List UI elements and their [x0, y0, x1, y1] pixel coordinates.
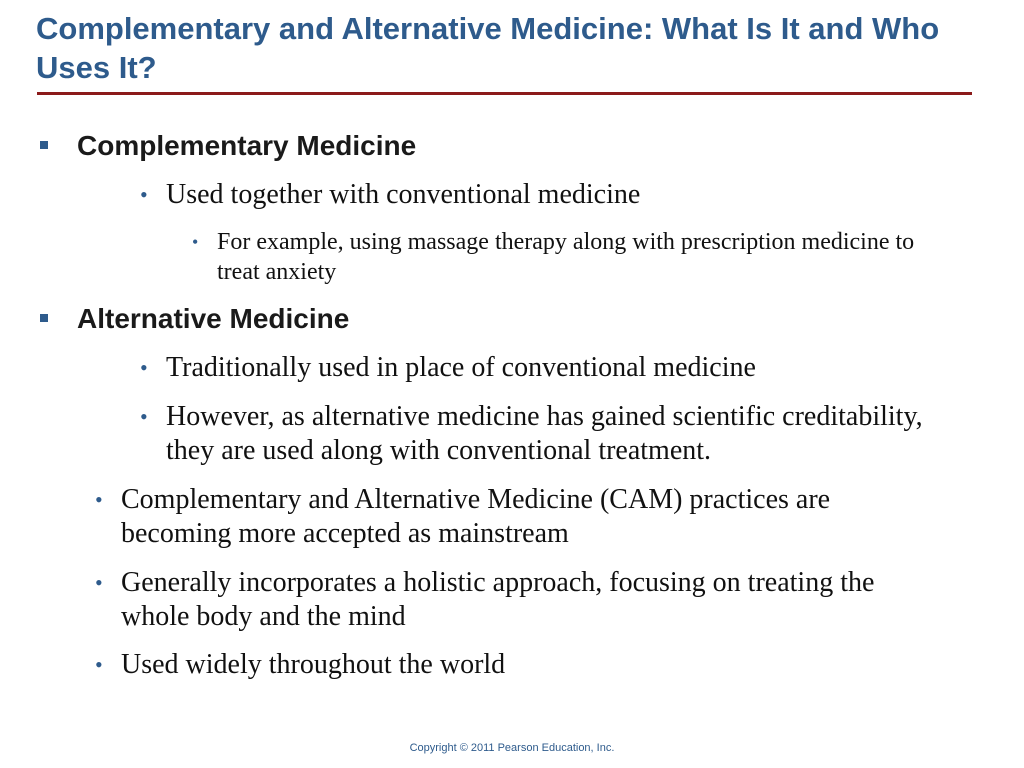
point-text: Generally incorporates a holistic approach, focusing on treating the whole body and the mind [121, 567, 875, 632]
title-divider [37, 92, 972, 95]
bullet-icon: • [95, 487, 103, 512]
section-heading-complementary [77, 129, 977, 163]
list-item [140, 178, 966, 212]
section-heading-alternative [77, 302, 977, 336]
bullet-icon: • [140, 355, 148, 380]
bullet-icon: • [140, 404, 148, 429]
point-text: Traditionally used in place of conventional medicine [166, 352, 756, 383]
point-text: However, as alternative medicine has gained scientific creditability, they are used along with conventional treatment. [166, 401, 923, 466]
list-item [192, 227, 917, 287]
bullet-icon: • [192, 232, 199, 252]
bullet-icon: • [95, 652, 103, 677]
copyright-notice: Copyright © 2011 Pearson Education, Inc. [409, 742, 615, 754]
bullet-icon: • [140, 182, 148, 207]
subpoint-text: For example, using massage therapy along with prescription medicine to treat anxiety [217, 229, 915, 285]
heading-text: Complementary Medicine [77, 130, 417, 161]
point-text: Used widely throughout the world [121, 649, 506, 680]
list-item [95, 566, 941, 634]
square-bullet-icon [40, 314, 48, 322]
slide-title: Complementary and Alternative Medicine: What Is It and Who Uses It? [36, 11, 940, 85]
list-item [140, 400, 966, 468]
list-item [95, 483, 941, 551]
list-item [140, 351, 966, 385]
list-item [95, 648, 941, 682]
point-text: Used together with conventional medicine [166, 179, 641, 210]
square-bullet-icon [40, 141, 48, 149]
bullet-icon: • [95, 570, 103, 595]
heading-text: Alternative Medicine [77, 303, 350, 334]
point-text: Complementary and Alternative Medicine (CAM) practices are becoming more accepted as mainstream [121, 484, 831, 549]
